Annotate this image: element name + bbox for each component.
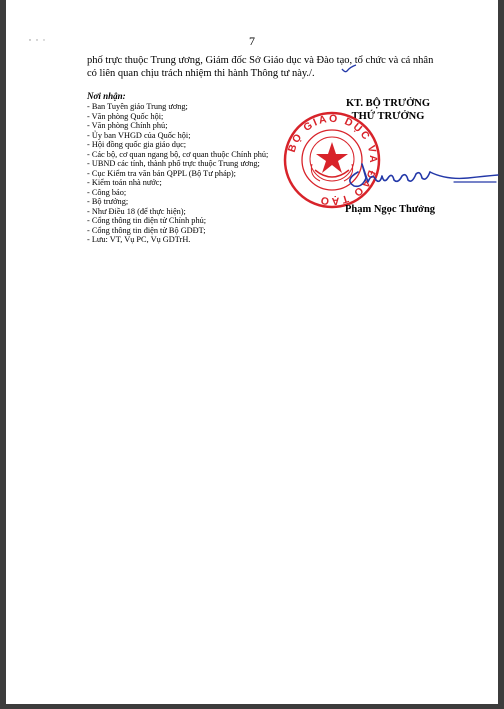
signer-name: Phạm Ngọc Thưởng [344,204,436,215]
recipients-list [87,102,268,245]
svg-text:BỘ GIÁO DỤC VÀ ĐÀO TẠO: BỘ GIÁO DỤC VÀ ĐÀO TẠO [285,112,380,208]
list-item: - Kiểm toán nhà nước; [87,178,162,187]
list-item: - Văn phòng Quốc hội; [87,111,164,121]
document-page [6,0,498,704]
handwritten-signature [336,158,501,194]
list-item: - Công báo; [87,187,127,197]
body-text-line-2: có liên quan chịu trách nhiệm thi hành Thông tư này./. [87,68,315,79]
list-item: - Văn phòng Chính phủ; [87,121,168,130]
list-item: - UBND các tỉnh, thành phố trực thuộc Trung ương; [87,159,260,168]
body-text-line-1: phố trực thuộc Trung ương, Giám đốc Sở Giáo dục và Đào tạo, tổ chức và cá nhân [87,55,434,66]
list-item: - Các bộ, cơ quan ngang bộ, cơ quan thuộc Chính phủ; [87,149,269,159]
signer-title-line-2: THỨ TRƯỞNG [351,111,425,122]
list-item: - Hội đồng quốc gia giáo dục; [87,140,187,149]
list-item: - Lưu: VT, Vụ PC, Vụ GDTrH. [87,235,191,244]
list-item: - Cổng thông tin điện tử Chính phủ; [87,216,207,225]
page-number: 7 [249,34,255,48]
list-item: - Như Điều 18 (để thực hiện); [87,206,186,216]
recipients-title: Nơi nhận: [87,91,126,101]
list-item: - Bộ trưởng; [87,197,129,206]
initial-mark [341,64,357,76]
list-item: - Ban Tuyên giáo Trung ương; [87,102,188,111]
list-item: - Cục Kiểm tra văn bản QPPL (Bộ Tư pháp); [87,168,236,178]
signer-title-line-1: KT. BỘ TRƯỞNG [345,98,431,109]
list-item: - Cổng thông tin điện tử Bộ GDĐT; [87,225,206,235]
list-item: - Ủy ban VHGD của Quốc hội; [87,130,191,140]
